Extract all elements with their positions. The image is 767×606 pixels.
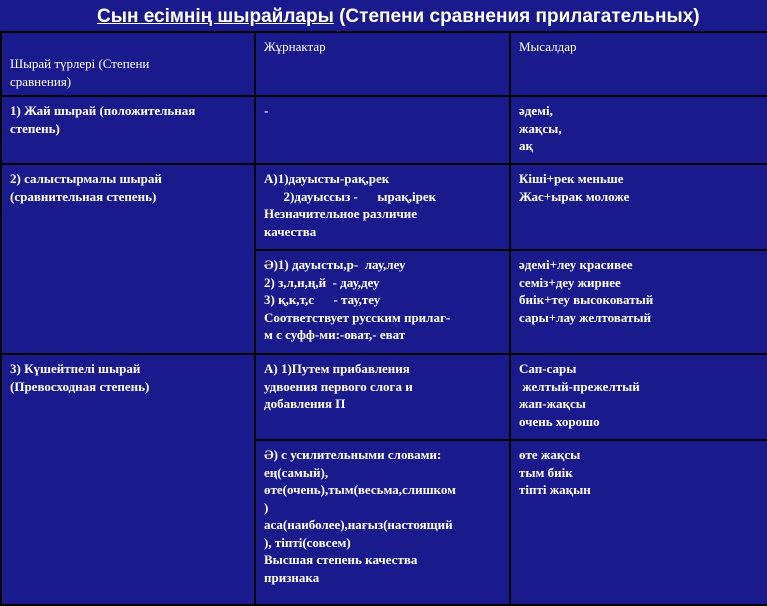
cell-text-line: Шырай түрлері (Степени [10, 56, 150, 71]
table-row [1, 354, 767, 440]
cell-text-line: өте жақсы [519, 447, 581, 462]
cell-text-line: тым биік [519, 464, 573, 480]
cell-text-line: өте(очень),тым(весьма,слишком [264, 482, 456, 497]
cell-degree-type [1, 96, 255, 164]
cell-text-line: ақ [519, 138, 533, 153]
cell-examples [510, 250, 767, 354]
cell-text-line: сары+лау желтоватый [519, 309, 652, 325]
cell-suffix [255, 164, 510, 250]
cell-suffix [255, 250, 510, 354]
cell-text-line: жақсы, [519, 120, 562, 136]
title-russian: (Степени сравнения прилагательных) [333, 6, 700, 27]
cell-text-line: сравнения) [10, 73, 72, 89]
cell-text-line: 2) з,л,н,ң,й - дау,деу [264, 274, 380, 290]
cell-examples [510, 164, 767, 250]
cell-text-line: ) [264, 499, 269, 515]
title-kazakh: Сын есімнің шырайлары [97, 6, 334, 27]
cell-text-line: биік+теу высоковатый [519, 292, 654, 307]
cell-text-line: тіпті жақын [519, 482, 591, 497]
cell-text-line: семіз+деу жирнее [519, 274, 621, 290]
cell-text-line: удвоения первого слога и [264, 378, 413, 394]
cell-text-line: 2) салыстырмалы шырай [10, 171, 162, 186]
cell-text-line: очень хорошо [519, 413, 600, 429]
cell-text-line: 3) қ,к,т,с - тау,теу [264, 292, 381, 307]
cell-degree-type [1, 354, 255, 605]
cell-text-line: 2)дауыссыз - ырақ,ірек [264, 188, 437, 204]
cell-text-line: Высшая степень качества [264, 552, 418, 567]
cell-text-line: ), тіпті(совсем) [264, 534, 351, 550]
slide-title [0, 6, 767, 28]
table-header-row [1, 32, 767, 96]
cell-text-line: 1) Жай шырай (положительная [10, 103, 196, 118]
header-examples [510, 32, 767, 96]
cell-text-line: Ә) с усилительными словами: [264, 447, 442, 462]
cell-text-line: А) 1)Путем прибавления [264, 361, 410, 376]
cell-suffix [255, 96, 510, 164]
cell-text-line: степень) [10, 120, 60, 136]
table-row [1, 96, 767, 164]
cell-text-line: - [264, 103, 269, 118]
cell-text-line: Ә)1) дауысты,р- лау,леу [264, 257, 406, 272]
header-degree-types [1, 32, 255, 96]
comparison-table [0, 31, 767, 606]
cell-text-line: Жас+ырак моложе [519, 188, 630, 204]
cell-text-line: качества [264, 223, 317, 239]
cell-text-line: 3) Күшейтпелі шырай [10, 361, 141, 376]
cell-text-line: (Превосходная степень) [10, 378, 150, 394]
cell-suffix [255, 354, 510, 440]
cell-text-line: әдемі+леу красивее [519, 257, 633, 272]
cell-text-line: аса(наиболее),нағыз(настоящий [264, 517, 453, 532]
cell-text-line: Мысалдар [519, 39, 577, 54]
cell-text-line: жап-жақсы [519, 396, 586, 411]
cell-text-line: (сравнительная степень) [10, 188, 157, 204]
cell-text-line: м с суфф-ми:-оват,- еват [264, 327, 406, 342]
cell-text-line: А)1)дауысты-рақ,рек [264, 171, 390, 186]
cell-text-line: Сап-сары [519, 361, 577, 376]
cell-examples [510, 354, 767, 440]
cell-suffix [255, 440, 510, 605]
cell-examples [510, 96, 767, 164]
cell-text-line: желтый-прежелтый [519, 378, 640, 394]
cell-text-line: признака [264, 569, 320, 585]
cell-text-line: Соответствует русским прилаг- [264, 309, 451, 325]
cell-text-line: добавления П [264, 396, 346, 411]
cell-examples [510, 440, 767, 605]
cell-degree-type [1, 164, 255, 354]
cell-text-line: Незначительное различие [264, 206, 418, 221]
header-suffixes [255, 32, 510, 96]
cell-text-line: әдемі, [519, 103, 553, 118]
cell-text-line: Кіші+рек меньше [519, 171, 624, 186]
cell-text-line: Жұрнактар [264, 39, 326, 54]
table-row [1, 164, 767, 250]
cell-text-line: ең(самый), [264, 464, 329, 480]
